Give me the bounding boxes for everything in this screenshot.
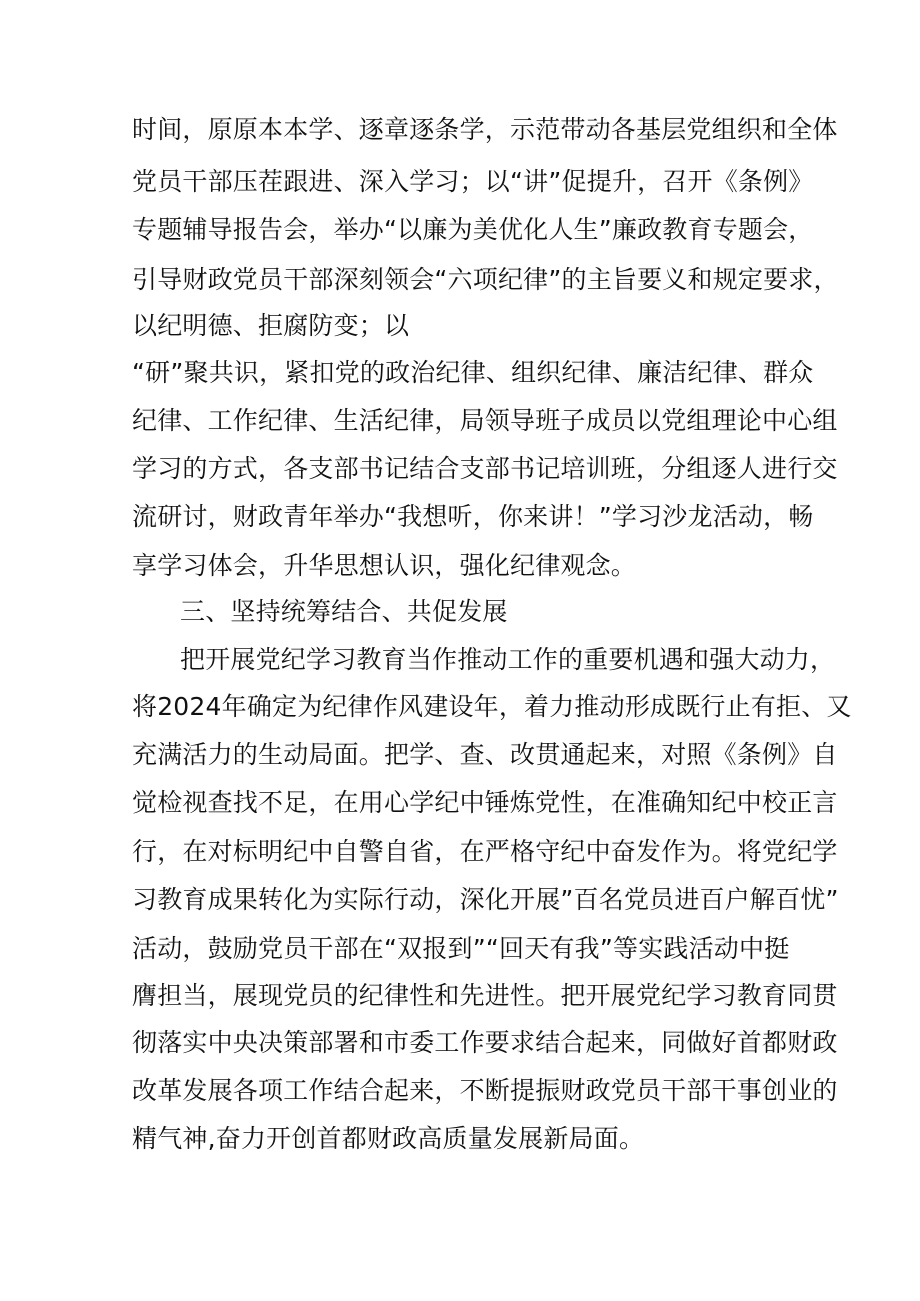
text-line: 享学习体会，升华思想认识，强化纪律观念。 (132, 551, 637, 580)
text-line: 党员干部压茬跟进、深入学习；以“讲”促提升，召开《条例》 (132, 167, 814, 196)
text-line: 活动，鼓励党员干部在“双报到”“回天有我”等实践活动中挺 (132, 934, 790, 963)
text-line: 学习的方式，各支部书记结合支部书记培训班，分组逐人进行交 (132, 454, 838, 483)
text-line: 把开展党纪学习教育当作推动工作的重要机遇和强大动力， (180, 645, 836, 674)
text-line: “研”聚共识，紧扣党的政治纪律、组织纪律、廉洁纪律、群众 (132, 358, 814, 387)
text-line: 彻落实中央决策部署和市委工作要求结合起来，同做好首都财政 (132, 1028, 838, 1057)
text-line: 精气神,奋力开创首都财政高质量发展新局面。 (132, 1124, 645, 1153)
text-line: 改革发展各项工作结合起来，不断提振财政党员干部干事创业的 (132, 1076, 838, 1105)
text-line: 以纪明德、拒腐防变；以 (132, 311, 410, 340)
text-line: 时间，原原本本学、逐章逐条学，示范带动各基层党组织和全体 (132, 115, 838, 144)
text-line: 充满活力的生动局面。把学、查、改贯通起来，对照《条例》自 (132, 740, 838, 769)
text-line: 将2024年确定为纪律作风建设年，着力推动形成既行止有拒、又 (132, 692, 852, 721)
section-heading: 三、坚持统筹结合、共促发展 (180, 597, 508, 626)
text-line: 习教育成果转化为实际行动，深化开展”百名党员进百户解百忧” (132, 885, 839, 914)
text-line: 纪律、工作纪律、生活纪律，局领导班子成员以党组理论中心组 (132, 406, 838, 435)
text-line: 行，在对标明纪中自警自省，在严格守纪中奋发作为。将党纪学 (132, 837, 838, 866)
text-line: 引导财政党员干部深刻领会“六项纪律”的主旨要义和规定要求， (132, 265, 839, 294)
text-line: 专题辅导报告会，举办“以廉为美优化人生”廉政教育专题会， (132, 215, 814, 244)
text-line: 流研讨，财政青年举办“我想听，你来讲！”学习沙龙活动，畅 (132, 502, 814, 531)
text-line: 膺担当，展现党员的纪律性和先进性。把开展党纪学习教育同贯 (132, 981, 838, 1010)
text-line: 觉检视查找不足，在用心学纪中锤炼党性，在准确知纪中校正言 (132, 788, 838, 817)
